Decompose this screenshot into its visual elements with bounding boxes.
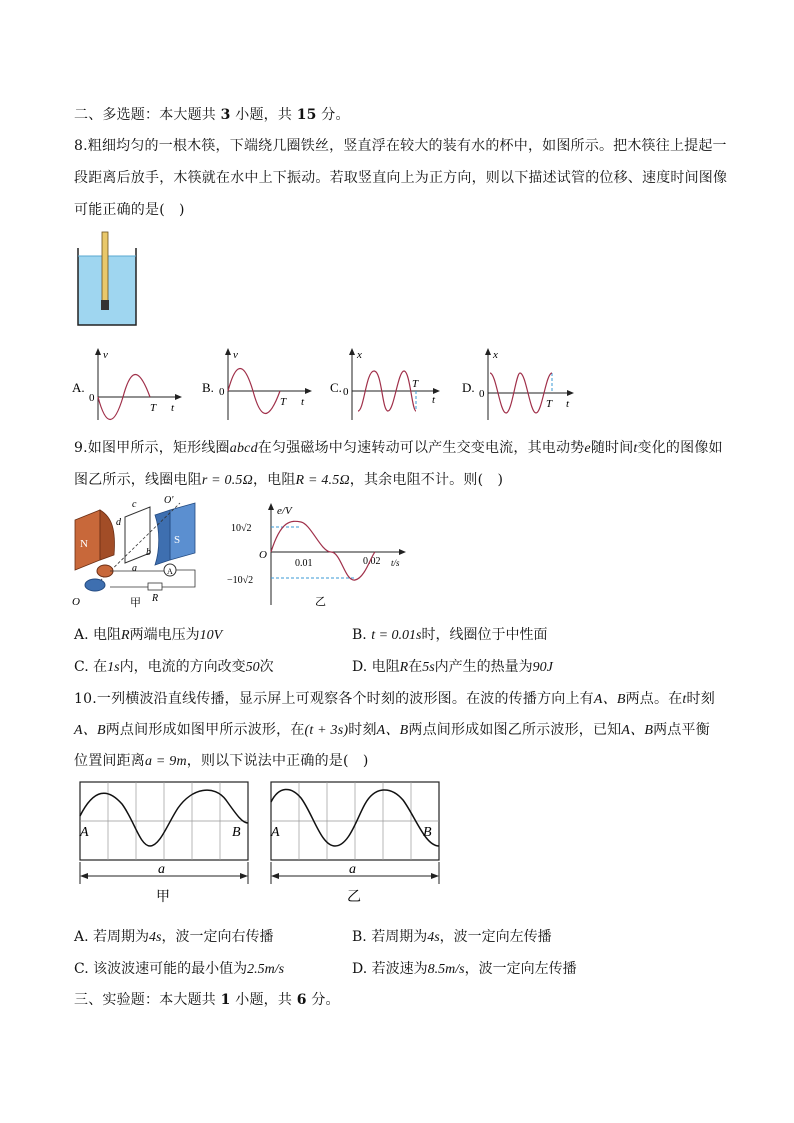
- resistor-label: R: [152, 593, 159, 604]
- n-pole-label: N: [80, 538, 88, 550]
- q10-text-line1: 10.一列横波沿直线传播，显示屏上可观察各个时刻的波形图。在波的传播方向上有A、B两点。在t时刻: [74, 691, 715, 707]
- axis-label: v: [233, 349, 238, 361]
- distance-label: a: [158, 862, 165, 877]
- q10-option-a[interactable]: A. 若周期为4s，波一定向右传播: [74, 929, 274, 945]
- t-axis-label: t: [566, 398, 570, 410]
- period-label: T: [412, 378, 419, 390]
- resistor: [148, 583, 162, 590]
- option-label: A.: [72, 380, 85, 395]
- section-heading-multi-choice: 二、多选题：本大题共 3 小题，共 15 分。: [74, 107, 350, 123]
- q8-beaker-figure: [74, 230, 144, 330]
- option-label: D.: [462, 380, 475, 395]
- q9-option-b[interactable]: B. t = 0.01s时，线圈位于中性面: [352, 627, 548, 643]
- t-axis-label: t: [301, 396, 305, 408]
- q9-generator-figure: [70, 495, 210, 610]
- origin-label: O: [259, 549, 267, 561]
- period-label: T: [150, 402, 157, 414]
- q9-text-line1: 9.如图甲所示，矩形线圈abcd在匀强磁场中匀速转动可以产生交变电流，其电动势e随时间t变化的图像如: [74, 440, 723, 456]
- q8-text-line1: 8.粗细均匀的一根木筷，下端绕几圈铁丝，竖直浮在较大的装有水的杯中，如图所示。把木筷往上提起一: [74, 138, 727, 154]
- q10-wave-figure-jia: [74, 778, 254, 908]
- point-b-label: B: [423, 825, 432, 840]
- chopstick: [102, 232, 108, 302]
- label-o: O: [72, 596, 80, 608]
- distance-label: a: [349, 862, 356, 877]
- label-d: d: [116, 517, 121, 528]
- q8-option-a-graph[interactable]: [70, 345, 190, 425]
- q8-option-b-graph[interactable]: [200, 345, 320, 425]
- figure-caption: 甲: [130, 597, 141, 609]
- t-axis-label: t: [171, 402, 175, 414]
- origin-label: 0: [89, 392, 95, 404]
- q10-wave-figure-yi: [265, 778, 445, 908]
- label-a: a: [132, 563, 137, 574]
- point-b-label: B: [232, 825, 241, 840]
- s-pole-label: S: [174, 534, 181, 546]
- origin-label: 0: [219, 386, 225, 398]
- period-label: T: [280, 396, 287, 408]
- option-label: B.: [202, 380, 214, 395]
- q8-text-line2: 段距离后放手，木筷就在水中上下振动。若取竖直向上为正方向，则以下描述试管的位移、速度时间图像: [74, 170, 728, 186]
- q10-text-line2: A、B两点间形成如图甲所示波形，在(t + 3s)时刻A、B两点间形成如图乙所示波形，已知A、B两点平衡: [74, 722, 710, 738]
- q8-option-d-graph[interactable]: [460, 345, 585, 425]
- x-tick-1: 0.01: [295, 558, 313, 569]
- q10-option-d[interactable]: D. 若波速为8.5m/s，波一定向左传播: [352, 961, 577, 977]
- x-axis-label: t/s: [391, 558, 400, 568]
- axis-label: v: [103, 349, 108, 361]
- y-tick-min: −10√2: [227, 575, 254, 586]
- t-axis-label: t: [432, 394, 436, 406]
- q9-option-a[interactable]: A. 电阻R两端电压为10V: [74, 627, 223, 643]
- point-a-label: A: [271, 825, 280, 840]
- axis-label: x: [493, 349, 498, 361]
- q10-option-b[interactable]: B. 若周期为4s，波一定向左传播: [352, 929, 552, 945]
- q9-text-line2: 图乙所示，线圈电阻r = 0.5Ω，电阻R = 4.5Ω，其余电阻不计。则( ): [74, 472, 504, 488]
- slip-ring: [85, 579, 105, 591]
- origin-label: 0: [343, 386, 349, 398]
- label-c: c: [132, 499, 137, 510]
- axis-label: x: [357, 349, 362, 361]
- q9-option-c[interactable]: C. 在1s内，电流的方向改变50次: [74, 659, 274, 675]
- section-heading-experiment: 三、实验题：本大题共 1 小题，共 6 分。: [74, 992, 340, 1008]
- magnet-s: [170, 503, 195, 560]
- figure-caption: 甲: [156, 890, 170, 905]
- label-o-prime: O': [164, 495, 174, 506]
- q8-option-c-graph[interactable]: [328, 345, 453, 425]
- origin-label: 0: [479, 388, 485, 400]
- x-tick-2: 0.02: [363, 556, 381, 567]
- period-label: T: [546, 398, 553, 410]
- iron-wire: [101, 300, 109, 310]
- q10-text-line3: 位置间距离a = 9m，则以下说法中正确的是( ): [74, 753, 369, 769]
- q10-option-c[interactable]: C. 该波波速可能的最小值为2.5m/s: [74, 961, 285, 977]
- y-tick-max: 10√2: [231, 523, 252, 534]
- y-axis-label: e/V: [277, 505, 292, 517]
- q9-emf-graph: [225, 500, 410, 610]
- ammeter-label: A: [167, 567, 173, 576]
- q8-text-line3: 可能正确的是( ): [74, 202, 185, 218]
- point-a-label: A: [80, 825, 89, 840]
- emf-curve: [271, 521, 375, 580]
- figure-caption: 乙: [347, 890, 361, 905]
- figure-caption: 乙: [315, 596, 326, 608]
- q9-option-d[interactable]: D. 电阻R在5s内产生的热量为90J: [352, 659, 553, 675]
- option-label: C.: [330, 380, 342, 395]
- label-b: b: [146, 547, 151, 558]
